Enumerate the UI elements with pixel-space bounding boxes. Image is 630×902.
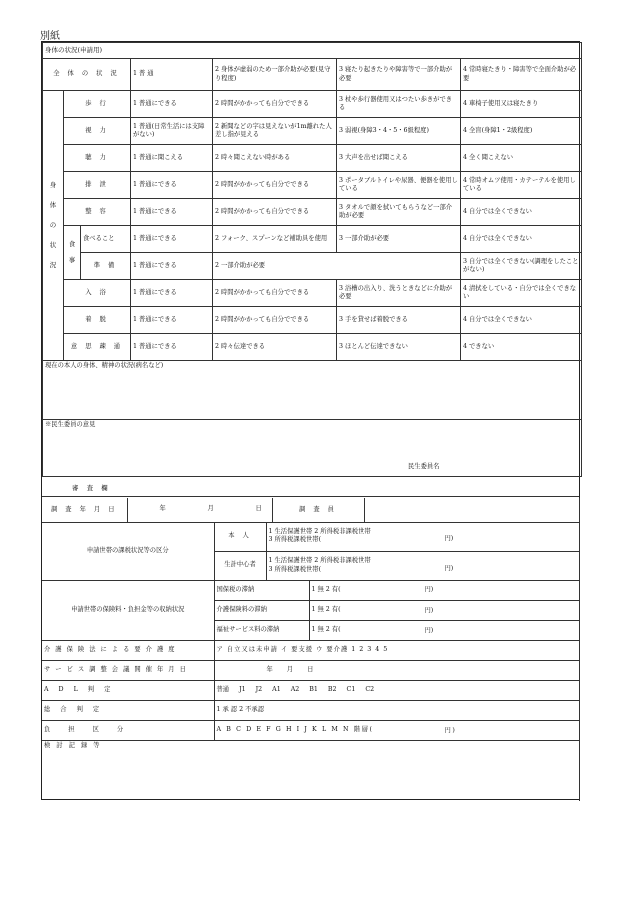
item-option[interactable]: 4 全盲(身障1・2級程度) (461, 118, 582, 145)
item-option[interactable]: 4 常時オムツ使用・カテーテルを使用している (461, 172, 582, 199)
payment-status-label: 申請世帯の保険料・負担金等の収納状況 (42, 580, 214, 640)
item-option[interactable]: 3 ほとんど伝達できない (337, 334, 461, 361)
item-label: 意 思 疎 通 (64, 334, 131, 361)
body-condition-table (42, 42, 582, 477)
item-option[interactable]: 3 弱視(身障3・4・5・6級程度) (337, 118, 461, 145)
section-body-heading: 身体の状況(申請用) (43, 43, 582, 59)
item-row-walking (43, 91, 582, 118)
item-label: 着 脱 (64, 307, 131, 334)
item-row-grooming (43, 199, 582, 226)
welfare-opinion-row (43, 420, 582, 477)
item-option[interactable]: 3 タオルで顔を拭いてもらうなど一部介助が必要 (337, 199, 461, 226)
item-option[interactable]: 4 できない (461, 334, 582, 361)
item-option[interactable]: 4 自分では全くできない (461, 226, 582, 253)
page-title: 別紙 (40, 31, 60, 42)
item-option[interactable]: 4 車椅子使用又は寝たきり (461, 91, 582, 118)
item-option[interactable]: 1 普通(日常生活には支障がない) (131, 118, 213, 145)
payment-row-value[interactable]: 1 無 2 有( 円) (309, 600, 579, 620)
tax-row-options[interactable]: 1 生活保護世帯 2 所得税非課税世帯 3 所得税課税世帯( 円) (266, 522, 579, 551)
review-date-label: 調 査 年 月 日 (42, 498, 127, 522)
review-heading-row (42, 479, 579, 497)
item-option[interactable]: 2 時々伝達できる (213, 334, 337, 361)
item-row-meal-prep (43, 253, 582, 280)
item-row-hearing (43, 145, 582, 172)
overall-option-3[interactable]: 3 寝たり起きたりや障害等で一部介助が必要 (337, 59, 461, 91)
overall-option-4[interactable]: 4 常時寝たきり・障害等で全面介助が必要 (461, 59, 582, 91)
burden-label: 負 担 区 分 (42, 720, 214, 740)
item-row-excretion (43, 172, 582, 199)
item-option[interactable]: 2 時々聞こえない時がある (213, 145, 337, 172)
payment-row-label: 介護保険料の滞納 (214, 600, 309, 620)
item-option[interactable]: 3 大声を出せば聞こえる (337, 145, 461, 172)
item-label: 準 備 (81, 253, 131, 280)
current-condition-label: 現在の本人の身体、精神の状況(病名など) (45, 362, 164, 369)
item-label: 整 容 (64, 199, 131, 226)
payment-row-value[interactable]: 1 無 2 有( 円) (309, 580, 579, 600)
overall-option-2[interactable]: 2 身体が虚弱のため一部介助が必要(見守り程度) (213, 59, 337, 91)
welfare-opinion-field[interactable] (43, 420, 582, 477)
adl-label: A D L 判 定 (42, 680, 214, 700)
payment-row-label: 国保税の滞納 (214, 580, 309, 600)
investigator-label: 調 査 員 (272, 498, 364, 522)
item-label: 視 力 (64, 118, 131, 145)
overall-judgment-label: 総 合 判 定 (42, 700, 214, 720)
item-option[interactable]: 4 自分では全くできない (461, 307, 582, 334)
item-option[interactable]: 1 普通にできる (131, 172, 213, 199)
service-meeting-label: サ ー ビ ス 調 整 会 議 開 催 年 月 日 (42, 660, 214, 680)
item-option[interactable]: 1 普通に聞こえる (131, 145, 213, 172)
item-option[interactable]: 4 自分では全くできない (461, 199, 582, 226)
item-option[interactable]: 1 普通にできる (131, 253, 213, 280)
item-option[interactable]: 1 普通にできる (131, 199, 213, 226)
item-option[interactable]: 3 自分では全くできない(調理をしたことがない) (461, 253, 582, 280)
item-option[interactable]: 2 時間がかかっても自分でできる (213, 280, 337, 307)
form-frame (41, 41, 580, 800)
review-date-field[interactable]: 年 月 日 (127, 498, 272, 522)
current-condition-row (43, 361, 582, 420)
item-option[interactable]: 2 一部介助が必要 (213, 253, 461, 280)
item-option[interactable]: 4 全く聞こえない (461, 145, 582, 172)
item-option[interactable]: 2 時間がかかっても自分でできる (213, 172, 337, 199)
item-option[interactable]: 1 普通にできる (131, 91, 213, 118)
item-row-eating (43, 226, 582, 253)
item-option[interactable]: 2 時間がかかっても自分でできる (213, 307, 337, 334)
care-level-label: 介 護 保 険 法 に よ る 要 介 護 度 (42, 640, 214, 660)
overall-row (43, 59, 582, 91)
tax-table (42, 522, 580, 581)
overall-judgment-value[interactable]: 1 承 認 2 不承認 (214, 700, 579, 720)
review-record-field[interactable] (42, 740, 579, 801)
tax-row-label: 本 人 (214, 522, 266, 551)
item-option[interactable]: 1 普通にできる (131, 334, 213, 361)
item-option[interactable]: 3 一部介助が必要 (337, 226, 461, 253)
item-label: 聴 力 (64, 145, 131, 172)
item-option[interactable]: 3 杖や歩行器使用又はつたい歩きができる (337, 91, 461, 118)
meal-group-label: 食 事 (64, 226, 81, 280)
payment-table (42, 580, 580, 641)
item-option[interactable]: 2 時間がかかっても自分でできる (213, 91, 337, 118)
item-option[interactable]: 3 浴槽の出入り、洗うときなどに介助が必要 (337, 280, 461, 307)
tax-status-label: 申請世帯の課税状況等の区分 (42, 522, 214, 580)
investigator-field[interactable] (364, 498, 579, 522)
item-option[interactable]: 2 時間がかかっても自分でできる (213, 199, 337, 226)
item-option[interactable]: 1 普通にできる (131, 307, 213, 334)
item-option[interactable]: 1 普通にできる (131, 226, 213, 253)
overall-option-1[interactable]: 1 普 通 (131, 59, 213, 91)
item-label: 入 浴 (64, 280, 131, 307)
item-label: 歩 行 (64, 91, 131, 118)
service-meeting-value[interactable]: 年 月 日 (214, 660, 579, 680)
item-row-vision (43, 118, 582, 145)
item-option[interactable]: 1 普通にできる (131, 280, 213, 307)
payment-row-value[interactable]: 1 無 2 有( 円) (309, 620, 579, 640)
item-option[interactable]: 4 清拭をしている・自分では全くできない (461, 280, 582, 307)
welfare-opinion-label: ※民生委員の意見 (45, 421, 96, 428)
burden-value[interactable]: A B C D E F G H I J K L M N 階層( 円) (214, 720, 579, 740)
item-option[interactable]: 3 手を貸せば着脱できる (337, 307, 461, 334)
payment-row-label: 福祉サービス料の滞納 (214, 620, 309, 640)
item-row-communication (43, 334, 582, 361)
welfare-name-label: 民生委員名 (408, 463, 440, 470)
review-section-title: 審 査 欄 (72, 484, 111, 492)
item-option[interactable]: 3 ポータブルトイレや尿器、便器を使用している (337, 172, 461, 199)
item-label: 食べること (81, 226, 131, 253)
current-condition-field[interactable] (43, 361, 582, 420)
overall-label: 全 体 の 状 況 (43, 59, 131, 91)
adl-value[interactable]: 普通 J1 J2 A1 A2 B1 B2 C1 C2 (214, 680, 579, 700)
review-record-label: 検 討 記 録 等 (44, 741, 102, 749)
item-option[interactable]: 2 新聞などの字は見えないが1m離れた人差し指が見える (213, 118, 337, 145)
judgment-table (42, 640, 580, 801)
item-label: 排 泄 (64, 172, 131, 199)
tax-row-label: 生計中心者 (214, 551, 266, 580)
review-table (42, 498, 580, 523)
review-date-row (42, 498, 579, 522)
tax-row-options[interactable]: 1 生活保護世帯 2 所得税非課税世帯 3 所得税課税世帯( 円) (266, 551, 579, 580)
item-option[interactable]: 2 フォーク、スプーンなど補助具を使用 (213, 226, 337, 253)
item-row-bathing (43, 280, 582, 307)
care-level-value[interactable]: ア 自立又は未申請 イ 要支援 ウ 要介護 1 2 3 4 5 (214, 640, 579, 660)
body-condition-group-label: 身 体 の 状 況 (43, 91, 64, 361)
item-row-dressing (43, 307, 582, 334)
